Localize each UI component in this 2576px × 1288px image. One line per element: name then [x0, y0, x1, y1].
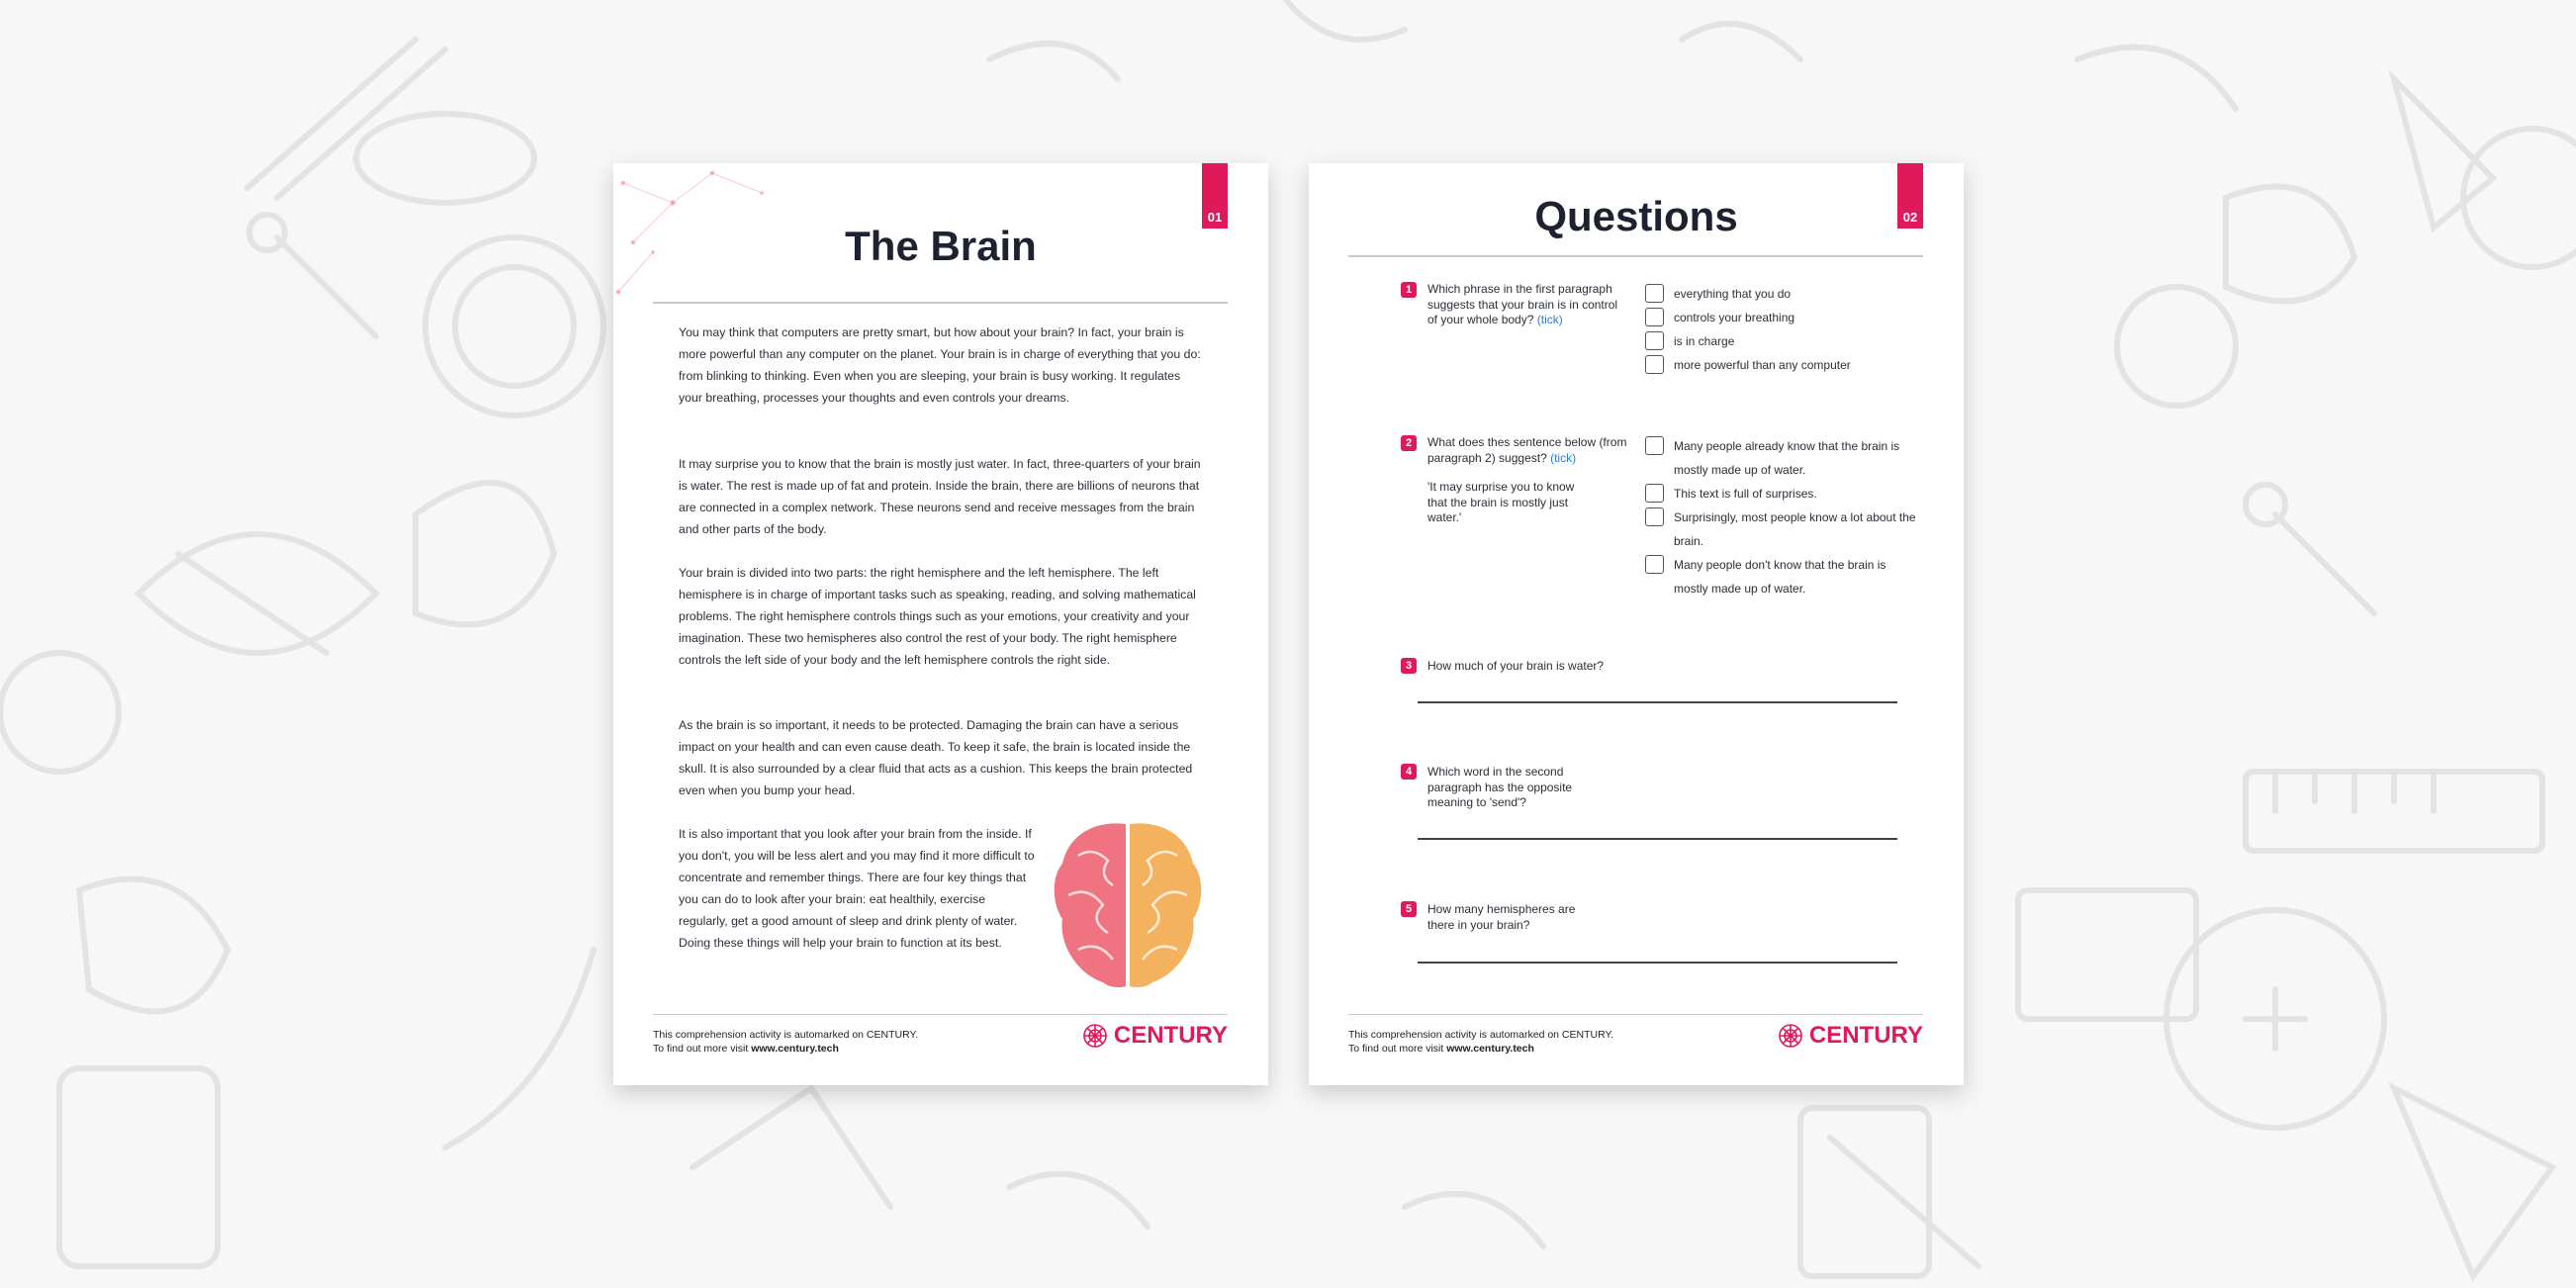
century-logo: CENTURY: [1778, 1022, 1923, 1050]
question-number-1: 1: [1401, 282, 1417, 298]
answer-line-5[interactable]: [1418, 962, 1897, 964]
question-4-text: Which word in the second paragraph has the opposite meaning to 'send'?: [1427, 765, 1573, 809]
checkbox[interactable]: [1645, 507, 1664, 526]
paragraph-2: It may surprise you to know that the brain is mostly just water. In fact, three-quarters of your brain is water. The rest is made up of fat and protein. Inside the brain, there are billions of neurons that are connected in a complex network. These neurons send and receive messages from the brain and other parts of the body.: [679, 457, 1201, 536]
footer-link[interactable]: www.century.tech: [751, 1043, 839, 1055]
question-number-4: 4: [1401, 764, 1417, 780]
question-1-text: Which phrase in the first paragraph suggests that your brain is in control of your whole body? (tick): [1427, 282, 1618, 326]
q1-option-2[interactable]: controls your breathing: [1645, 306, 1922, 329]
answer-line-4[interactable]: [1418, 838, 1897, 840]
checkbox[interactable]: [1645, 484, 1664, 503]
reading-page: [613, 163, 1268, 1085]
q2-option-1[interactable]: Many people already know that the brain is mostly made up of water.: [1645, 434, 1922, 482]
question-2-quote: 'It may surprise you to know that the brain is mostly just water.': [1427, 480, 1575, 524]
question-number-2: 2: [1401, 435, 1417, 451]
page-number-badge: 02: [1897, 163, 1923, 229]
question-5-text: How many hemispheres are there in your brain?: [1427, 902, 1576, 932]
page-title: The Brain: [845, 223, 1037, 269]
page-title: Questions: [1534, 193, 1738, 239]
title-divider: [653, 302, 1228, 304]
century-logo-icon: [1082, 1023, 1108, 1049]
q1-option-3[interactable]: is in charge: [1645, 329, 1922, 353]
checkbox[interactable]: [1645, 331, 1664, 350]
checkbox[interactable]: [1645, 284, 1664, 303]
q1-option-1[interactable]: everything that you do: [1645, 282, 1922, 306]
brain-illustration: [1049, 816, 1207, 994]
question-2-text: What does thes sentence below (from paragraph 2) suggest? (tick): [1427, 435, 1627, 465]
q1-option-4[interactable]: more powerful than any computer: [1645, 353, 1922, 377]
question-number-5: 5: [1401, 901, 1417, 917]
century-logo-icon: [1778, 1023, 1803, 1049]
paragraph-1: You may think that computers are pretty smart, but how about your brain? In fact, your brain is more powerful than any computer on the planet. Your brain is in charge of everything that you do: from blinking to thinking. Even when you are sleeping, your brain is busy working. It regulates your breathing, processes your thoughts and even controls your dreams.: [679, 325, 1201, 405]
footer-text: This comprehension activity is automarked on CENTURY. To find out more visit www.century.tech: [653, 1029, 919, 1055]
page-number-badge: 01: [1202, 163, 1228, 229]
paragraph-3: Your brain is divided into two parts: the right hemisphere and the left hemisphere. The left hemisphere is in charge of important tasks such as speaking, reading, and solving mathematical problems. The right hemisphere controls things such as your emotions, your creativity and your imagination. These two hemispheres also control the rest of your body. The right hemisphere controls the left side of your body and the left hemisphere controls the right side.: [679, 566, 1196, 667]
q2-option-3[interactable]: Surprisingly, most people know a lot about the brain.: [1645, 506, 1922, 553]
q2-option-4[interactable]: Many people don't know that the brain is mostly made up of water.: [1645, 553, 1922, 600]
checkbox[interactable]: [1645, 308, 1664, 326]
footer-link[interactable]: www.century.tech: [1446, 1043, 1534, 1055]
checkbox[interactable]: [1645, 555, 1664, 574]
question-3-text: How much of your brain is water?: [1427, 659, 1605, 673]
footer-divider: [1348, 1014, 1923, 1015]
title-divider: [1348, 255, 1923, 257]
century-logo: CENTURY: [1082, 1022, 1228, 1050]
checkbox[interactable]: [1645, 355, 1664, 374]
checkbox[interactable]: [1645, 436, 1664, 455]
paragraph-5: It is also important that you look after your brain from the inside. If you don't, you will be less alert and you may find it more difficult to concentrate and remember things. There are four key things that you can do to look after your brain: eat healthily, exercise regularly, get a good amount of sleep and drink plenty of water. Doing these things will help your brain to function at its best.: [679, 827, 1035, 950]
paragraph-4: As the brain is so important, it needs to be protected. Damaging the brain can have a serious impact on your health and can even cause death. To keep it safe, the brain is located inside the skull. It is also surrounded by a clear fluid that acts as a cushion. This keeps the brain protected even when you bump your head.: [679, 718, 1193, 797]
footer-text: This comprehension activity is automarked on CENTURY. To find out more visit www.century.tech: [1348, 1029, 1614, 1055]
question-number-3: 3: [1401, 658, 1417, 674]
answer-line-3[interactable]: [1418, 701, 1897, 703]
footer-divider: [653, 1014, 1228, 1015]
questions-page: [1309, 163, 1964, 1085]
q2-option-2[interactable]: This text is full of surprises.: [1645, 482, 1922, 506]
